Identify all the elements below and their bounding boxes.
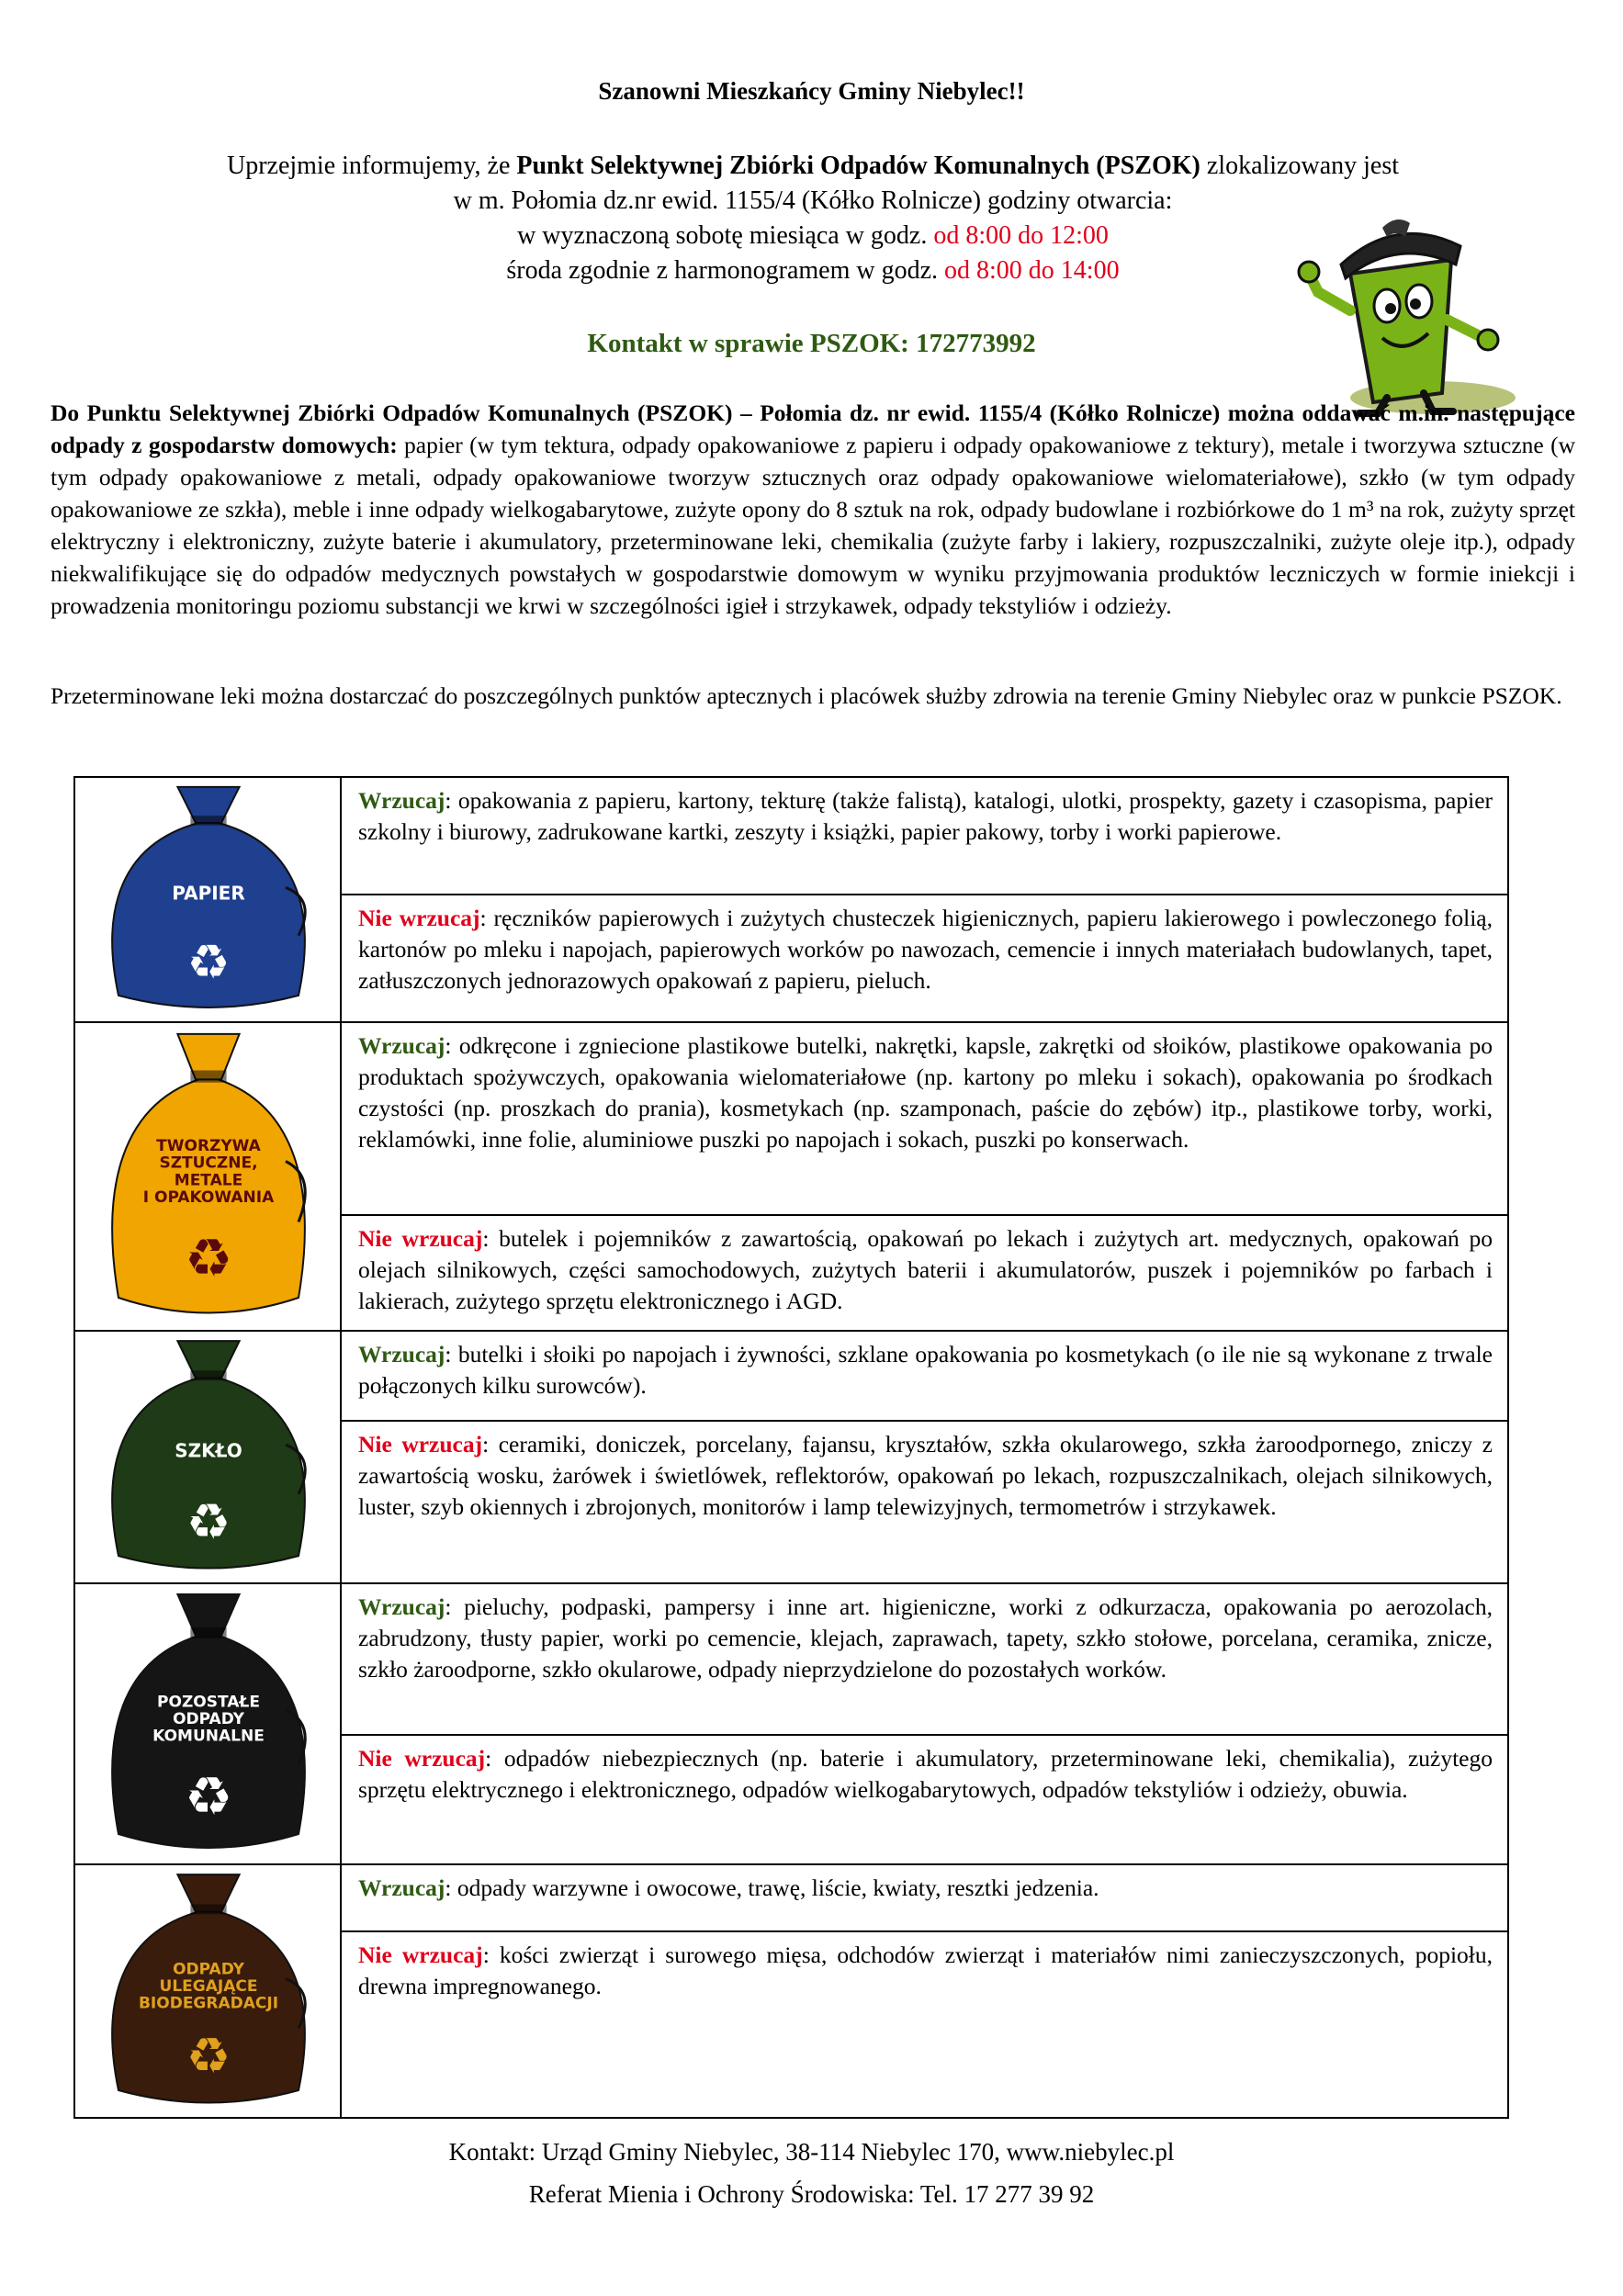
throw-in-label: Wrzucaj (358, 1341, 445, 1367)
waste-bag (80, 1867, 337, 2115)
throw-in-rules: Wrzucaj: pieluchy, podpaski, pampersy i inne art. higieniczne, worki z odkurzacza, opakowania po aerozolach, zabrudzony, tłusty papier, worki po cemencie, klejach, zaprawach, tapety, szkło stołowe, porcelana, ceramika, znicze, szkło żaroodporne, szkło okularowe, odpady nieprzydzielone do pozostałych worków. (342, 1584, 1507, 1736)
recycle-icon: ♻ (186, 2027, 231, 2086)
waste-bag (80, 780, 337, 1019)
bag-label: SZKŁO (175, 1439, 242, 1462)
rules-cell (342, 1584, 1507, 1863)
bag-tie (190, 1627, 226, 1638)
waste-sorting-table (73, 776, 1509, 2119)
dont-throw-label: Nie wrzucaj (358, 1745, 486, 1772)
location-line: w m. Połomia dz.nr ewid. 1155/4 (Kółko Rolnicze) godziny otwarcia: (453, 186, 1173, 215)
waste-bag-icon (80, 1586, 337, 1862)
recycle-icon: ♻ (185, 1226, 232, 1289)
rules-cell (342, 1332, 1507, 1582)
footer-contact: Kontakt: Urząd Gminy Niebylec, 38-114 Niebylec 170, www.niebylec.pl (448, 2138, 1175, 2166)
recycle-icon: ♻ (185, 1765, 232, 1828)
bag-image-cell (75, 1023, 342, 1330)
dont-throw-text: ceramiki, doniczek, porcelany, fajansu, kryształów, szkła okularowego, szkła żaroodpornego, zniczy z zawartością wosku, żarówek i świetlówek, reflektorów, opakowań po lekach, rozpuszczalnikach, olejach silnikowych, luster, szyb okiennych i zbrojonych, monitorów i lamp telewizyjnych, termometrów i strzykawek. (358, 1431, 1493, 1520)
category-row (75, 1332, 1507, 1584)
dont-throw-label: Nie wrzucaj (358, 1431, 483, 1458)
dont-throw-rules: Nie wrzucaj: kości zwierząt i surowego mięsa, odchodów zwierząt i materiałów nimi zanieczyszczonych, popiołu, drewna impregnowanego. (358, 1941, 1493, 1999)
dont-throw-text: ręczników papierowych i zużytych chusteczek higienicznych, papieru lakierowego i powleczonego folią, kartonów po mleku i napojach, papierowych worków po nawozach, cemencie i innych materiałach budowlanych, tapet, zatłuszczonych jednorazowych opakowań z papieru, pieluch. (358, 905, 1493, 994)
intro-line: Uprzejmie informujemy, że Punkt Selektywnej Zbiórki Odpadów Komunalnych (PSZOK) zlokalizowany jest (226, 152, 1400, 180)
throw-in-rules: Wrzucaj: odkręcone i zgniecione plastikowe butelki, nakrętki, kapsle, zakrętki od słoików, plastikowe opakowania po produktach spożywczych, opakowania wielomateriałowe (np. kartony po mleku i sokach), opakowania po środkach czystości (np. proszkach do prania), kosmetykach (np. szamponach, paście do zębów) itp., plastikowe torby, worki, reklamówki, inne folie, aluminiowe puszki po napojach i sokach, puszki po konserwach. (342, 1023, 1507, 1216)
throw-in-rules: Wrzucaj: butelki i słoiki po napojach i żywności, szklane opakowania po kosmetykach (o ile nie są wykonane z trwale połączonych kilku surowców). (342, 1332, 1507, 1422)
rules-cell (342, 1023, 1507, 1330)
rules-cell (342, 778, 1507, 1021)
recycle-icon: ♻ (186, 1492, 231, 1551)
rules-cell (342, 1865, 1507, 2119)
throw-in-text: opakowania z papieru, kartony, tekturę (także falistą), katalogi, ulotki, prospekty, gazety i czasopisma, papier szkolny i biurowy, zadrukowane kartki, zeszyty i książki, papier pakowy, torby i worki papierowe. (358, 787, 1493, 845)
dont-throw-label: Nie wrzucaj (358, 1941, 483, 1968)
waste-bag-icon (80, 1867, 337, 2115)
dont-throw-text: kości zwierząt i surowego mięsa, odchodów zwierząt i materiałów nimi zanieczyszczonych, popiołu, drewna impregnowanego. (358, 1941, 1493, 1999)
dont-throw-rules: Nie wrzucaj: ręczników papierowych i zużytych chusteczek higienicznych, papieru lakierowego i powleczonego folią, kartonów po mleku i napojach, papierowych worków po nawozach, cemencie i innych materiałach budowlanych, tapet, zatłuszczonych jednorazowych opakowań z papieru, pieluch. (358, 905, 1493, 994)
recycle-icon: ♻ (186, 935, 231, 991)
category-row (75, 1584, 1507, 1865)
dont-throw-label: Nie wrzucaj (358, 1225, 483, 1252)
pszok-contact: Kontakt w sprawie PSZOK: 172773992 (587, 329, 1036, 358)
category-row (75, 1865, 1507, 2119)
waste-bag-icon (80, 1334, 337, 1581)
throw-in-rules: Wrzucaj: odpady warzywne i owocowe, trawę, liście, kwiaty, resztki jedzenia. (342, 1865, 1507, 1932)
waste-bag (80, 1586, 337, 1862)
bag-image-cell (75, 1332, 342, 1582)
wednesday-hours-line: środa zgodnie z harmonogramem w godz. od 8:00 do 14:00 (506, 256, 1120, 285)
bag-image-cell (75, 1584, 342, 1863)
bag-tie (190, 1905, 226, 1915)
waste-bag-icon (80, 780, 337, 1019)
throw-in-text: odpady warzywne i owocowe, trawę, liście, kwiaty, resztki jedzenia. (451, 1874, 1099, 1901)
bag-tie (190, 1071, 226, 1083)
paragraph-lead: Do Punktu Selektywnej Zbiórki Odpadów Komunalnych (PSZOK) – Połomia dz. nr ewid. 1155/4 (Kółko Rolnicze) można oddawać m.in. następujące odpady z gospodarstw domowych: (51, 400, 1575, 458)
saturday-hours-line: w wyznaczoną sobotę miesiąca w godz. od 8:00 do 12:00 (517, 221, 1109, 250)
accepted-waste-paragraph: Do Punktu Selektywnej Zbiórki Odpadów Komunalnych (PSZOK) – Połomia dz. nr ewid. 1155/4 (Kółko Rolnicze) można oddawać m.in. następujące odpady z gospodarstw domowych: papier (w tym tektura, odpady opakowaniowe z papieru i odpady opakowaniowe z tektury), metale i tworzywa sztuczne (w tym odpady opakowaniowe z metali, odpady opakowaniowe tworzyw sztucznych oraz odpady opakowaniowe wielomateriałowe), szkło (w tym odpady opakowaniowe ze szkła), meble i inne odpady wielkogabarytowe, zużyte opony do 8 sztuk na rok, odpady budowlane i rozbiórkowe do 1 m³ na rok, zużyty sprzęt elektryczny i elektroniczny, zużyte baterie i akumulatory, przeterminowane leki, chemikalia (zużyte farby i lakiery, rozpuszczalniki, zużyte oleje itp.), odpady niekwalifikujące się do odpadów medycznych powstałych w gospodarstwie domowym w wyniku przyjmowania produktów leczniczych w formie iniekcji i prowadzenia monitoringu poziomu substancji we krwi w szczególności igieł i strzykawek, odpady tekstyliów i odzieży. (51, 400, 1575, 619)
footer-department: Referat Mienia i Ochrony Środowiska: Tel. 17 277 39 92 (528, 2180, 1095, 2208)
throw-in-rules: Wrzucaj: opakowania z papieru, kartony, tekturę (także falistą), katalogi, ulotki, prospekty, gazety i czasopisma, papier szkolny i biurowy, zadrukowane kartki, zeszyty i książki, papier pakowy, torby i worki papierowe. (342, 778, 1507, 895)
pszok-name: Punkt Selektywnej Zbiórki Odpadów Komunalnych (PSZOK) (516, 152, 1200, 180)
dont-throw-rules: Nie wrzucaj: ceramiki, doniczek, porcelany, fajansu, kryształów, szkła okularowego, szkła żaroodpornego, zniczy z zawartością wosku, żarówek i świetlówek, reflektorów, opakowań po lekach, rozpuszczalnikach, olejach silnikowych, luster, szyb okiennych i zbrojonych, monitorów i lamp telewizyjnych, termometrów i strzykawek. (358, 1431, 1493, 1520)
throw-in-label: Wrzucaj (358, 1593, 445, 1620)
waste-bag (80, 1334, 337, 1581)
throw-in-label: Wrzucaj (358, 787, 445, 814)
throw-in-text: pieluchy, podpaski, pampersy i inne art. higieniczne, worki z odkurzacza, opakowania po aerozolach, zabrudzony, tłusty papier, worki po cemencie, klejach, zaprawach, tapety, szkło stołowe, porcelana, ceramika, znicze, szkło żaroodporne, szkło okularowe, odpady nieprzydzielone do pozostałych worków. (358, 1593, 1493, 1683)
bag-label: TWORZYWA SZTUCZNE, METALE I OPAKOWANIA (142, 1136, 275, 1208)
dont-throw-text: butelek i pojemników z zawartością, opakowań po lekach i zużytych art. medycznych, opakowań po olejach silnikowych, części samochodowych, zużytych baterii i akumulatorów, puszek i pojemników po farbach i lakierach, zużytego sprzętu elektronicznego i AGD. (358, 1225, 1493, 1314)
bag-image-cell (75, 778, 342, 1021)
category-row (75, 778, 1507, 1023)
bag-label: POZOSTAŁE ODPADY KOMUNALNE (152, 1693, 265, 1746)
bag-label: ODPADY ULEGAJĄCE BIODEGRADACJI (138, 1960, 279, 2013)
trash-bin-mascot-icon (1295, 209, 1516, 421)
throw-in-label: Wrzucaj (358, 1874, 445, 1901)
medicines-paragraph: Przeterminowane leki można dostarczać do poszczególnych punktów aptecznych i placówek służby zdrowia na terenie Gminy Niebylec oraz w punkcie PSZOK. (51, 682, 1562, 709)
bag-tie (190, 816, 226, 825)
waste-bag-icon (80, 1025, 337, 1328)
saturday-hours: od 8:00 do 12:00 (933, 221, 1109, 250)
bag-image-cell (75, 1865, 342, 2119)
waste-bag (80, 1025, 337, 1328)
throw-in-text: odkręcone i zgniecione plastikowe butelki, nakrętki, kapsle, zakrętki od słoików, plastikowe opakowania po produktach spożywczych, opakowania wielomateriałowe (np. kartony po mleku i sokach), opakowania po środkach czystości (np. proszkach do prania), kosmetykach (np. szamponach, paście do zębów) itp., plastikowe torby, worki, reklamówki, inne folie, aluminiowe puszki po napojach i sokach, puszki po konserwach. (358, 1032, 1493, 1153)
bag-tie (190, 1370, 226, 1380)
dont-throw-label: Nie wrzucaj (358, 905, 480, 931)
page-title: Szanowni Mieszkańcy Gminy Niebylec!! (598, 77, 1025, 105)
dont-throw-text: odpadów niebezpiecznych (np. baterie i akumulatory, przeterminowane leki, chemikalia), zużytego sprzętu elektrycznego i elektronicznego, odpadów wielkogabarytowych, odpadów tekstyliów i odzieży, obuwia. (358, 1745, 1493, 1803)
footer (0, 2131, 1623, 2215)
throw-in-label: Wrzucaj (358, 1032, 445, 1059)
wednesday-hours: od 8:00 do 14:00 (944, 256, 1120, 285)
dont-throw-rules: Nie wrzucaj: odpadów niebezpiecznych (np. baterie i akumulatory, przeterminowane leki, chemikalia), zużytego sprzętu elektrycznego i elektronicznego, odpadów wielkogabarytowych, odpadów tekstyliów i odzieży, obuwia. (358, 1745, 1493, 1803)
dont-throw-rules: Nie wrzucaj: butelek i pojemników z zawartością, opakowań po lekach i zużytych art. medycznych, opakowań po olejach silnikowych, części samochodowych, zużytych baterii i akumulatorów, puszek i pojemników po farbach i lakierach, zużytego sprzętu elektronicznego i AGD. (358, 1225, 1493, 1314)
bag-label: PAPIER (172, 882, 245, 905)
category-row (75, 1023, 1507, 1332)
throw-in-text: butelki i słoiki po napojach i żywności, szklane opakowania po kosmetykach (o ile nie są wykonane z trwale połączonych kilku surowców). (358, 1341, 1493, 1399)
